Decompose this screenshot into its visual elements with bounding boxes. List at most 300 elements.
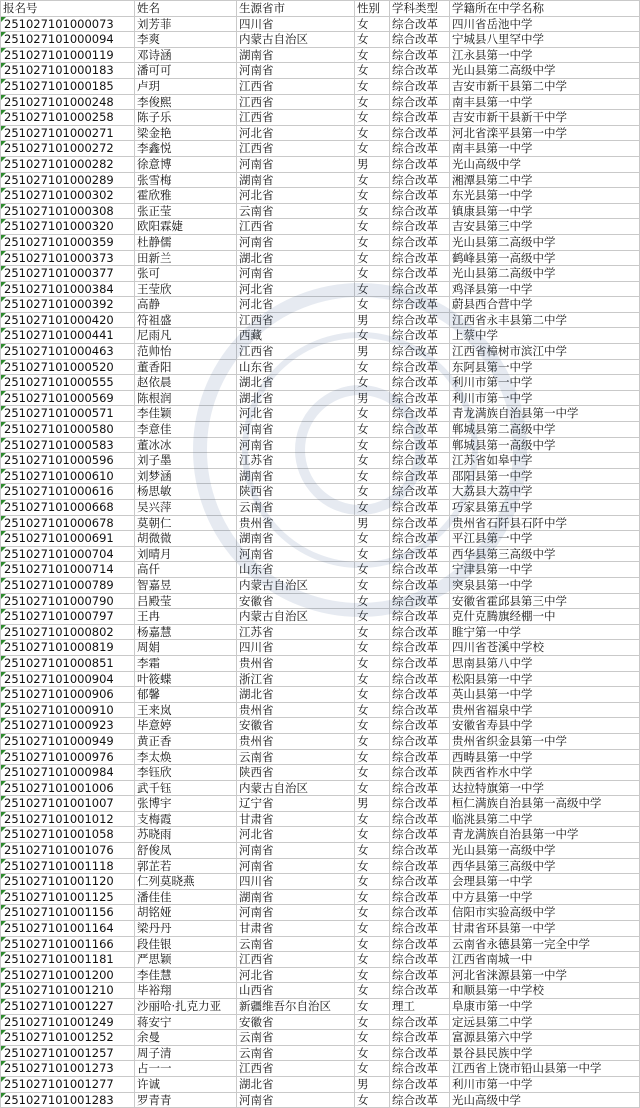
table-row[interactable] — [1, 297, 640, 313]
table-cell[interactable]: 女 — [355, 609, 390, 625]
table-cell[interactable]: 四川省岳池中学 — [450, 16, 640, 32]
table-cell[interactable]: 女 — [355, 765, 390, 781]
table-row[interactable] — [1, 234, 640, 250]
table-cell[interactable]: 甘肃省环县第一中学 — [450, 921, 640, 937]
table-cell[interactable]: 251027101001166 — [1, 936, 135, 952]
table-cell[interactable]: 251027101000183 — [1, 63, 135, 79]
table-cell[interactable]: 尼雨凡 — [135, 328, 237, 344]
table-cell[interactable]: 河北省 — [237, 281, 355, 297]
table-cell[interactable]: 251027101001076 — [1, 843, 135, 859]
table-cell[interactable]: 综合改革 — [390, 624, 450, 640]
table-cell[interactable]: 李意佳 — [135, 422, 237, 438]
table-cell[interactable]: 251027101000984 — [1, 765, 135, 781]
table-cell[interactable]: 光山县第二高级中学 — [450, 234, 640, 250]
table-cell[interactable]: 251027101000420 — [1, 312, 135, 328]
table-cell[interactable]: 段佳银 — [135, 936, 237, 952]
table-row[interactable] — [1, 983, 640, 999]
table-cell[interactable]: 综合改革 — [390, 936, 450, 952]
table-cell[interactable]: 蔚县西合营中学 — [450, 297, 640, 313]
table-cell[interactable]: 综合改革 — [390, 655, 450, 671]
table-cell[interactable]: 251027101000923 — [1, 718, 135, 734]
table-row[interactable] — [1, 32, 640, 48]
table-cell[interactable]: 251027101000094 — [1, 32, 135, 48]
table-cell[interactable]: 光山高级中学 — [450, 1092, 640, 1108]
table-row[interactable] — [1, 1092, 640, 1108]
table-cell[interactable]: 251027101000802 — [1, 624, 135, 640]
table-cell[interactable]: 251027101000789 — [1, 577, 135, 593]
table-cell[interactable]: 高仟 — [135, 562, 237, 578]
table-cell[interactable]: 梁金艳 — [135, 125, 237, 141]
table-cell[interactable]: 利川市第一中学 — [450, 390, 640, 406]
table-cell[interactable]: 251027101000714 — [1, 562, 135, 578]
table-cell[interactable]: 251027101000289 — [1, 172, 135, 188]
table-cell[interactable]: 四川省 — [237, 16, 355, 32]
table-cell[interactable]: 女 — [355, 593, 390, 609]
table-cell[interactable]: 湖南省 — [237, 172, 355, 188]
table-row[interactable] — [1, 500, 640, 516]
table-cell[interactable]: 女 — [355, 546, 390, 562]
table-cell[interactable]: 综合改革 — [390, 266, 450, 282]
table-row[interactable] — [1, 687, 640, 703]
table-cell[interactable]: 综合改革 — [390, 765, 450, 781]
table-row[interactable] — [1, 219, 640, 235]
table-cell[interactable]: 内蒙古自治区 — [237, 577, 355, 593]
table-cell[interactable]: 湖南省 — [237, 47, 355, 63]
table-cell[interactable]: 251027101000949 — [1, 733, 135, 749]
table-cell[interactable]: 251027101000520 — [1, 359, 135, 375]
table-row[interactable] — [1, 952, 640, 968]
table-cell[interactable]: 251027101000258 — [1, 110, 135, 126]
table-cell[interactable]: 综合改革 — [390, 796, 450, 812]
table-cell[interactable]: 251027101000373 — [1, 250, 135, 266]
table-cell[interactable]: 贵州省织金县第一中学 — [450, 733, 640, 749]
table-cell[interactable]: 251027101000678 — [1, 515, 135, 531]
table-cell[interactable]: 综合改革 — [390, 967, 450, 983]
table-cell[interactable]: 综合改革 — [390, 359, 450, 375]
table-cell[interactable]: 利川市第一中学 — [450, 375, 640, 391]
table-cell[interactable]: 女 — [355, 733, 390, 749]
table-cell[interactable]: 综合改革 — [390, 1045, 450, 1061]
table-cell[interactable]: 李俊熙 — [135, 94, 237, 110]
table-cell[interactable]: 河北省 — [237, 406, 355, 422]
table-cell[interactable]: 新疆维吾尔自治区 — [237, 999, 355, 1015]
table-cell[interactable]: 251027101000571 — [1, 406, 135, 422]
table-row[interactable] — [1, 453, 640, 469]
table-cell[interactable]: 罗青青 — [135, 1092, 237, 1108]
table-cell[interactable]: 综合改革 — [390, 921, 450, 937]
table-cell[interactable]: 综合改革 — [390, 858, 450, 874]
table-cell[interactable]: 贵州省福泉中学 — [450, 702, 640, 718]
table-cell[interactable]: 吕殿莹 — [135, 593, 237, 609]
table-cell[interactable]: 女 — [355, 624, 390, 640]
table-cell[interactable]: 湖北省 — [237, 687, 355, 703]
table-cell[interactable]: 睢宁第一中学 — [450, 624, 640, 640]
table-cell[interactable]: 251027101000704 — [1, 546, 135, 562]
table-cell[interactable]: 综合改革 — [390, 515, 450, 531]
table-cell[interactable]: 周娟 — [135, 640, 237, 656]
table-cell[interactable]: 甘肃省 — [237, 921, 355, 937]
table-cell[interactable]: 安徽省霍邱县第三中学 — [450, 593, 640, 609]
table-cell[interactable]: 安徽省寿县中学 — [450, 718, 640, 734]
table-cell[interactable]: 女 — [355, 1030, 390, 1046]
table-cell[interactable]: 云南省 — [237, 203, 355, 219]
table-cell[interactable]: 女 — [355, 328, 390, 344]
table-cell[interactable]: 周子清 — [135, 1045, 237, 1061]
table-cell[interactable]: 张可 — [135, 266, 237, 282]
table-cell[interactable]: 张雪梅 — [135, 172, 237, 188]
table-cell[interactable]: 李霜 — [135, 655, 237, 671]
table-cell[interactable]: 251027101000302 — [1, 188, 135, 204]
table-row[interactable] — [1, 655, 640, 671]
table-cell[interactable]: 女 — [355, 422, 390, 438]
table-cell[interactable]: 女 — [355, 889, 390, 905]
table-cell[interactable]: 女 — [355, 437, 390, 453]
table-row[interactable] — [1, 250, 640, 266]
table-cell[interactable]: 251027101000904 — [1, 671, 135, 687]
table-cell[interactable]: 董香阳 — [135, 359, 237, 375]
table-cell[interactable]: 251027101000851 — [1, 655, 135, 671]
table-cell[interactable]: 综合改革 — [390, 156, 450, 172]
table-cell[interactable]: 女 — [355, 952, 390, 968]
table-cell[interactable]: 河北省涞源县第一中学 — [450, 967, 640, 983]
table-cell[interactable]: 251027101000819 — [1, 640, 135, 656]
table-cell[interactable]: 251027101001164 — [1, 921, 135, 937]
table-cell[interactable]: 综合改革 — [390, 468, 450, 484]
table-cell[interactable]: 251027101000320 — [1, 219, 135, 235]
table-cell[interactable]: 江西省 — [237, 219, 355, 235]
table-cell[interactable]: 湖北省 — [237, 1076, 355, 1092]
table-cell[interactable]: 江苏省如皋中学 — [450, 453, 640, 469]
table-cell[interactable]: 女 — [355, 905, 390, 921]
table-cell[interactable]: 女 — [355, 1014, 390, 1030]
table-cell[interactable]: 霍欣雅 — [135, 188, 237, 204]
table-cell[interactable]: 江西省 — [237, 1061, 355, 1077]
table-cell[interactable]: 251027101001227 — [1, 999, 135, 1015]
table-cell[interactable]: 智嘉昱 — [135, 577, 237, 593]
table-cell[interactable]: 东光县第一中学 — [450, 188, 640, 204]
table-cell[interactable]: 251027101000668 — [1, 500, 135, 516]
table-cell[interactable]: 和顺县第一中学校 — [450, 983, 640, 999]
table-cell[interactable]: 西藏 — [237, 328, 355, 344]
table-cell[interactable]: 综合改革 — [390, 406, 450, 422]
table-row[interactable] — [1, 406, 640, 422]
table-cell[interactable]: 女 — [355, 110, 390, 126]
table-cell[interactable]: 女 — [355, 999, 390, 1015]
table-cell[interactable]: 阜康市第一中学 — [450, 999, 640, 1015]
table-cell[interactable]: 西华县第三高级中学 — [450, 858, 640, 874]
table-row[interactable] — [1, 577, 640, 593]
table-row[interactable] — [1, 110, 640, 126]
table-cell[interactable]: 临洮县第二中学 — [450, 811, 640, 827]
table-cell[interactable]: 女 — [355, 172, 390, 188]
table-cell[interactable]: 综合改革 — [390, 32, 450, 48]
table-cell[interactable]: 综合改革 — [390, 577, 450, 593]
table-cell[interactable]: 陈根润 — [135, 390, 237, 406]
table-cell[interactable]: 综合改革 — [390, 749, 450, 765]
table-cell[interactable]: 甘肃省 — [237, 811, 355, 827]
table-cell[interactable]: 潘佳佳 — [135, 889, 237, 905]
table-cell[interactable]: 山西省 — [237, 983, 355, 999]
table-cell[interactable]: 吴兴萍 — [135, 500, 237, 516]
table-cell[interactable]: 女 — [355, 484, 390, 500]
table-cell[interactable]: 莫朝仁 — [135, 515, 237, 531]
table-cell[interactable]: 西畴县第一中学 — [450, 749, 640, 765]
table-row[interactable] — [1, 562, 640, 578]
table-cell[interactable]: 女 — [355, 780, 390, 796]
table-cell[interactable]: 景谷县民族中学 — [450, 1045, 640, 1061]
table-cell[interactable]: 严思颖 — [135, 952, 237, 968]
table-cell[interactable]: 综合改革 — [390, 1076, 450, 1092]
table-cell[interactable]: 251027101000616 — [1, 484, 135, 500]
table-cell[interactable]: 综合改革 — [390, 531, 450, 547]
table-cell[interactable]: 潘可可 — [135, 63, 237, 79]
table-cell[interactable]: 251027101000691 — [1, 531, 135, 547]
table-cell[interactable]: 江西省 — [237, 344, 355, 360]
table-row[interactable] — [1, 1030, 640, 1046]
table-row[interactable] — [1, 328, 640, 344]
table-cell[interactable]: 四川省 — [237, 874, 355, 890]
table-cell[interactable]: 吉安市新干县新干中学 — [450, 110, 640, 126]
table-cell[interactable]: 女 — [355, 687, 390, 703]
table-cell[interactable]: 内蒙古自治区 — [237, 780, 355, 796]
table-cell[interactable]: 综合改革 — [390, 780, 450, 796]
table-cell[interactable]: 郭芷若 — [135, 858, 237, 874]
table-cell[interactable]: 综合改革 — [390, 422, 450, 438]
table-cell[interactable]: 邵阳县第一中学 — [450, 468, 640, 484]
table-cell[interactable]: 光山县第一高级中学 — [450, 843, 640, 859]
table-cell[interactable]: 云南省 — [237, 749, 355, 765]
table-cell[interactable]: 251027101001257 — [1, 1045, 135, 1061]
table-cell[interactable]: 综合改革 — [390, 437, 450, 453]
table-cell[interactable]: 男 — [355, 796, 390, 812]
table-cell[interactable]: 女 — [355, 577, 390, 593]
table-cell[interactable]: 251027101000384 — [1, 281, 135, 297]
table-cell[interactable]: 女 — [355, 63, 390, 79]
table-row[interactable] — [1, 1045, 640, 1061]
table-cell[interactable]: 徐意博 — [135, 156, 237, 172]
table-cell[interactable]: 综合改革 — [390, 172, 450, 188]
table-cell[interactable]: 女 — [355, 234, 390, 250]
table-cell[interactable]: 中方县第一中学 — [450, 889, 640, 905]
table-cell[interactable]: 许诚 — [135, 1076, 237, 1092]
table-cell[interactable]: 安徽省 — [237, 1014, 355, 1030]
table-cell[interactable]: 云南省 — [237, 1045, 355, 1061]
table-row[interactable] — [1, 733, 640, 749]
table-cell[interactable]: 女 — [355, 983, 390, 999]
table-cell[interactable]: 武千钰 — [135, 780, 237, 796]
table-cell[interactable]: 云南省 — [237, 1030, 355, 1046]
table-cell[interactable]: 河南省 — [237, 234, 355, 250]
table-cell[interactable]: 江西省 — [237, 312, 355, 328]
table-cell[interactable]: 叶筱蝶 — [135, 671, 237, 687]
table-cell[interactable]: 女 — [355, 32, 390, 48]
table-cell[interactable]: 会理县第一中学 — [450, 874, 640, 890]
table-cell[interactable]: 综合改革 — [390, 203, 450, 219]
table-cell[interactable]: 男 — [355, 390, 390, 406]
table-cell[interactable]: 男 — [355, 1076, 390, 1092]
table-row[interactable] — [1, 16, 640, 32]
table-cell[interactable]: 女 — [355, 655, 390, 671]
table-cell[interactable]: 综合改革 — [390, 312, 450, 328]
table-cell[interactable]: 综合改革 — [390, 811, 450, 827]
table-cell[interactable]: 江西省南城一中 — [450, 952, 640, 968]
table-cell[interactable]: 综合改革 — [390, 219, 450, 235]
table-cell[interactable]: 山东省 — [237, 359, 355, 375]
table-cell[interactable]: 综合改革 — [390, 63, 450, 79]
table-cell[interactable]: 沙丽哈·扎克力亚 — [135, 999, 237, 1015]
table-row[interactable] — [1, 344, 640, 360]
table-cell[interactable]: 251027101001252 — [1, 1030, 135, 1046]
table-cell[interactable]: 女 — [355, 78, 390, 94]
table-cell[interactable]: 男 — [355, 515, 390, 531]
table-row[interactable] — [1, 141, 640, 157]
table-row[interactable] — [1, 640, 640, 656]
table-cell[interactable]: 综合改革 — [390, 297, 450, 313]
table-cell[interactable]: 综合改革 — [390, 94, 450, 110]
table-cell[interactable]: 刘晴月 — [135, 546, 237, 562]
table-cell[interactable]: 陕西省柞水中学 — [450, 765, 640, 781]
table-cell[interactable]: 女 — [355, 921, 390, 937]
table-cell[interactable]: 女 — [355, 500, 390, 516]
table-cell[interactable]: 综合改革 — [390, 874, 450, 890]
table-cell[interactable]: 上蔡中学 — [450, 328, 640, 344]
table-cell[interactable]: 女 — [355, 640, 390, 656]
table-cell[interactable]: 女 — [355, 531, 390, 547]
table-row[interactable] — [1, 718, 640, 734]
table-cell[interactable]: 仁列莫晓燕 — [135, 874, 237, 890]
table-row[interactable] — [1, 889, 640, 905]
table-row[interactable] — [1, 765, 640, 781]
table-cell[interactable]: 251027101001210 — [1, 983, 135, 999]
table-cell[interactable]: 符祖盛 — [135, 312, 237, 328]
table-cell[interactable]: 吉安县第三中学 — [450, 219, 640, 235]
table-cell[interactable]: 东阿县第一中学 — [450, 359, 640, 375]
table-cell[interactable]: 女 — [355, 671, 390, 687]
table-cell[interactable]: 李爽 — [135, 32, 237, 48]
table-cell[interactable]: 男 — [355, 156, 390, 172]
table-row[interactable] — [1, 156, 640, 172]
table-row[interactable] — [1, 312, 640, 328]
table-cell[interactable]: 综合改革 — [390, 983, 450, 999]
table-row[interactable] — [1, 624, 640, 640]
table-cell[interactable]: 宁城县八里罕中学 — [450, 32, 640, 48]
table-cell[interactable]: 251027101001120 — [1, 874, 135, 890]
table-cell[interactable]: 杨思敏 — [135, 484, 237, 500]
table-cell[interactable]: 湖北省 — [237, 250, 355, 266]
table-row[interactable] — [1, 515, 640, 531]
table-cell[interactable]: 女 — [355, 375, 390, 391]
table-row[interactable] — [1, 936, 640, 952]
table-cell[interactable]: 251027101000555 — [1, 375, 135, 391]
table-cell[interactable]: 251027101000377 — [1, 266, 135, 282]
table-cell[interactable]: 女 — [355, 858, 390, 874]
table-cell[interactable]: 251027101000441 — [1, 328, 135, 344]
table-cell[interactable]: 251027101001125 — [1, 889, 135, 905]
table-cell[interactable]: 高静 — [135, 297, 237, 313]
table-cell[interactable]: 251027101001007 — [1, 796, 135, 812]
table-cell[interactable]: 贵州省 — [237, 655, 355, 671]
table-cell[interactable]: 梁丹丹 — [135, 921, 237, 937]
table-cell[interactable]: 女 — [355, 453, 390, 469]
table-cell[interactable]: 女 — [355, 94, 390, 110]
table-cell[interactable]: 251027101000463 — [1, 344, 135, 360]
table-cell[interactable]: 河南省 — [237, 422, 355, 438]
table-row[interactable] — [1, 484, 640, 500]
table-row[interactable] — [1, 422, 640, 438]
table-cell[interactable]: 女 — [355, 250, 390, 266]
table-cell[interactable]: 综合改革 — [390, 1030, 450, 1046]
table-cell[interactable]: 综合改革 — [390, 328, 450, 344]
table-cell[interactable]: 综合改革 — [390, 562, 450, 578]
table-cell[interactable]: 湘潭县第二中学 — [450, 172, 640, 188]
table-cell[interactable]: 李太焕 — [135, 749, 237, 765]
table-cell[interactable]: 光山高级中学 — [450, 156, 640, 172]
table-row[interactable] — [1, 94, 640, 110]
table-cell[interactable]: 女 — [355, 281, 390, 297]
table-cell[interactable]: 突泉县第一中学 — [450, 577, 640, 593]
table-cell[interactable]: 综合改革 — [390, 718, 450, 734]
table-cell[interactable]: 女 — [355, 1045, 390, 1061]
table-cell[interactable]: 云南省 — [237, 936, 355, 952]
table-cell[interactable]: 邓诗涵 — [135, 47, 237, 63]
table-cell[interactable]: 江西省 — [237, 952, 355, 968]
table-cell[interactable]: 河北省 — [237, 297, 355, 313]
table-cell[interactable]: 胡微微 — [135, 531, 237, 547]
table-cell[interactable]: 信阳市实验高级中学 — [450, 905, 640, 921]
table-row[interactable] — [1, 702, 640, 718]
table-cell[interactable]: 安徽省 — [237, 593, 355, 609]
table-cell[interactable]: 251027101000248 — [1, 94, 135, 110]
table-row[interactable] — [1, 1076, 640, 1092]
table-cell[interactable]: 女 — [355, 1061, 390, 1077]
table-row[interactable] — [1, 359, 640, 375]
table-row[interactable] — [1, 780, 640, 796]
table-cell[interactable]: 蒋安宁 — [135, 1014, 237, 1030]
table-cell[interactable]: 女 — [355, 967, 390, 983]
table-cell[interactable]: 吉安市新干县第二中学 — [450, 78, 640, 94]
table-cell[interactable]: 河北省 — [237, 188, 355, 204]
table-row[interactable] — [1, 266, 640, 282]
table-row[interactable] — [1, 172, 640, 188]
table-cell[interactable]: 青龙满族自治县第一中学 — [450, 827, 640, 843]
table-cell[interactable]: 江西省 — [237, 94, 355, 110]
table-cell[interactable]: 江苏省 — [237, 453, 355, 469]
table-row[interactable] — [1, 796, 640, 812]
table-row[interactable] — [1, 921, 640, 937]
table-cell[interactable]: 251027101001277 — [1, 1076, 135, 1092]
table-cell[interactable]: 湖北省 — [237, 375, 355, 391]
table-cell[interactable]: 达拉特旗第一中学 — [450, 780, 640, 796]
table-cell[interactable]: 综合改革 — [390, 484, 450, 500]
table-cell[interactable]: 范帅怡 — [135, 344, 237, 360]
table-cell[interactable]: 光山县第二高级中学 — [450, 266, 640, 282]
table-cell[interactable]: 陕西省 — [237, 484, 355, 500]
table-cell[interactable]: 杨嘉慧 — [135, 624, 237, 640]
table-cell[interactable]: 河南省 — [237, 63, 355, 79]
table-cell[interactable]: 定远县第二中学 — [450, 1014, 640, 1030]
table-row[interactable] — [1, 546, 640, 562]
table-cell[interactable]: 毕意婷 — [135, 718, 237, 734]
table-cell[interactable]: 王来岚 — [135, 702, 237, 718]
table-cell[interactable]: 综合改革 — [390, 16, 450, 32]
table-cell[interactable]: 南丰县第一中学 — [450, 141, 640, 157]
table-cell[interactable]: 综合改革 — [390, 1092, 450, 1108]
table-cell[interactable]: 湖南省 — [237, 468, 355, 484]
table-cell[interactable]: 李钰欣 — [135, 765, 237, 781]
table-cell[interactable]: 女 — [355, 827, 390, 843]
table-cell[interactable]: 251027101001156 — [1, 905, 135, 921]
table-cell[interactable]: 西华县第三高级中学 — [450, 546, 640, 562]
